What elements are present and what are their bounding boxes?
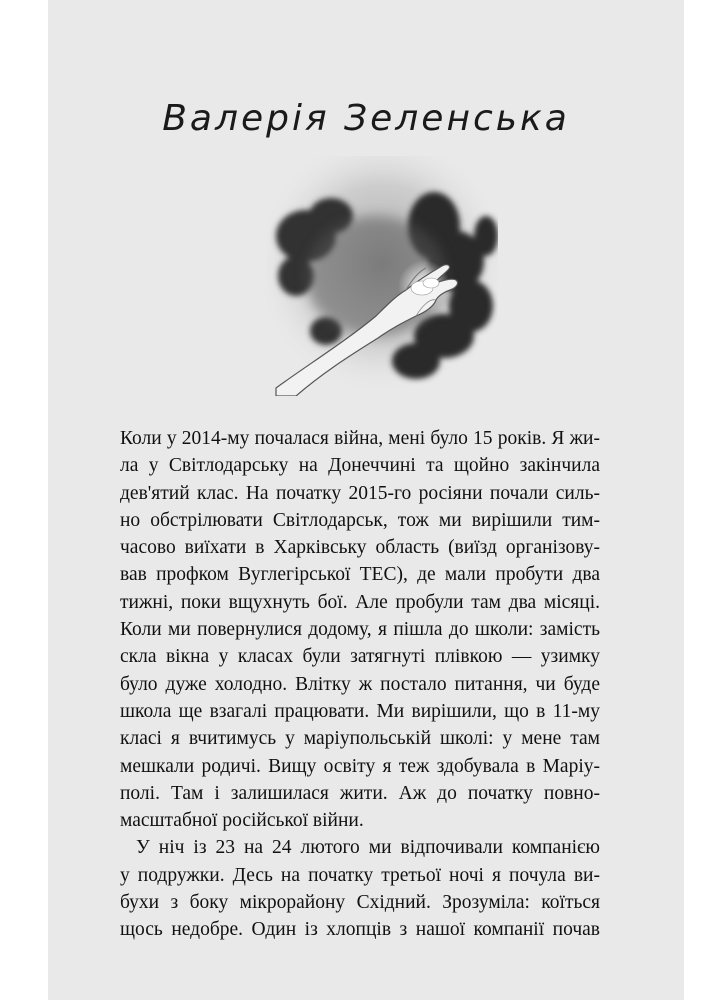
- book-page: [48, 0, 684, 1000]
- text-line: вав профком Вуглегірської ТЕС), де мали пробути два: [120, 564, 600, 586]
- body-text: [120, 425, 600, 944]
- text-line: тижні, поки вщухнуть бої. Але пробули там два місяці.: [120, 591, 600, 613]
- text-line: но обстрілювати Світлодарськ, тож ми вирішили тим-: [120, 509, 600, 531]
- text-line: скла вікна у класах були затягнуті плівкою — узимку: [120, 646, 600, 668]
- text-line: мешкали родичі. Вищу освіту я теж здобувала в Маріу-: [120, 755, 600, 777]
- text-line: класі я вчитимусь у маріупольській школі: у мене там: [120, 728, 600, 750]
- hand-releasing-smoke-illustration: [266, 156, 498, 396]
- text-line: масштабної російської війни.: [120, 810, 364, 832]
- text-line: Коли у 2014-му почалася війна, мені було 15 років. Я жи-: [120, 428, 600, 449]
- text-line: школа ще взагалі працювати. Ми вирішили, що в 11-му: [120, 700, 600, 722]
- text-line: часово виїхати в Харківську область (виїзд організову-: [120, 537, 600, 559]
- text-line: полі. Там і залишилася жити. Аж до початку повно-: [120, 782, 600, 804]
- text-line: щось недобре. Один із хлопців з нашої компанії почав: [120, 919, 600, 941]
- text-line: дев'ятий клас. На початку 2015-го росіяни почали силь-: [120, 482, 600, 504]
- text-line: У ніч із 23 на 24 лютого ми відпочивали компанією: [136, 837, 600, 859]
- chapter-title: Валерія Зеленська: [162, 98, 570, 139]
- text-line: ла у Світлодарську на Донеччині та щойно закінчила: [120, 455, 600, 477]
- text-line: у подружки. Десь на початку третьої ночі я почула ви-: [120, 864, 600, 886]
- text-line: Коли ми повернулися додому, я пішла до школи: замість: [120, 619, 600, 641]
- text-line: було дуже холодно. Влітку ж постало питання, чи буде: [120, 673, 600, 695]
- text-line: бухи з боку мікрорайону Східний. Зрозуміла: коїться: [120, 892, 600, 914]
